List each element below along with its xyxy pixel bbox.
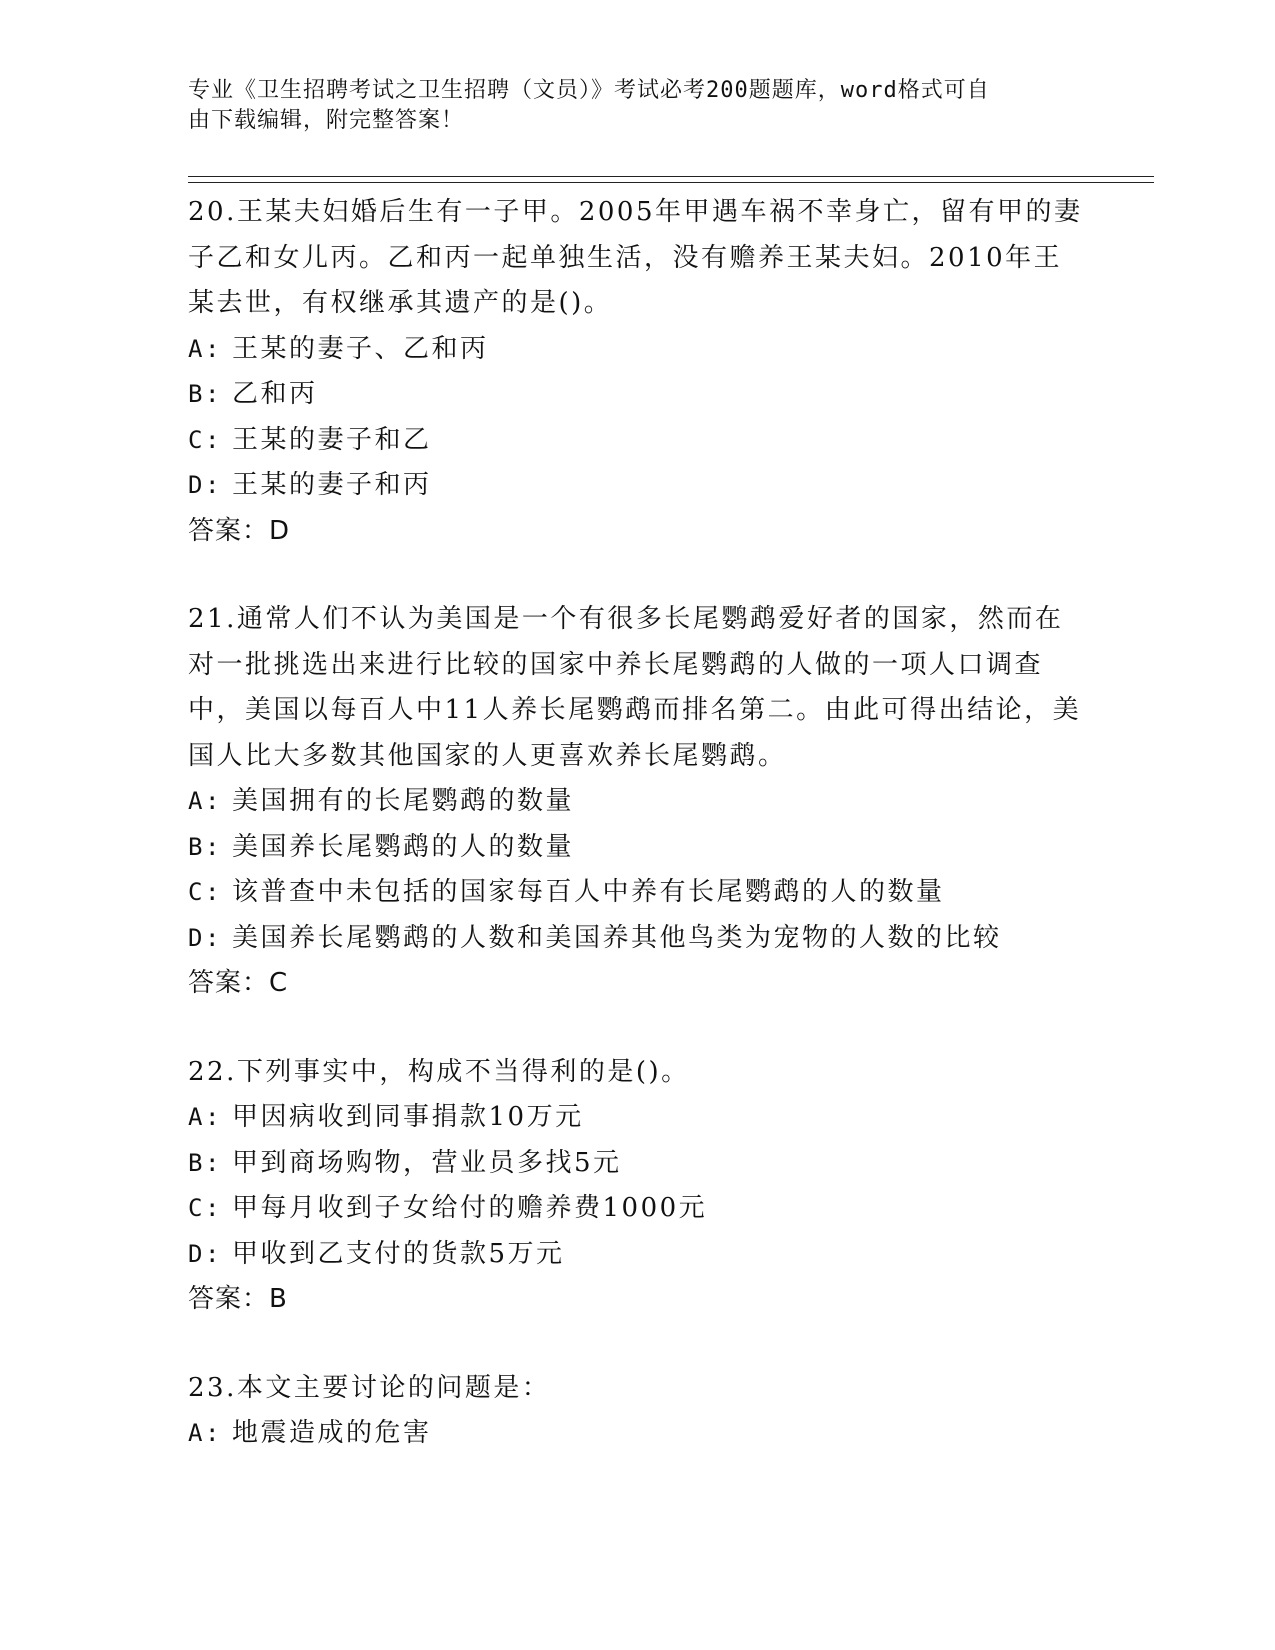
question-23 (188, 1366, 1088, 1457)
question-21 (188, 597, 1088, 1007)
option-a (188, 1095, 1088, 1141)
option-b (188, 1141, 1088, 1187)
option-c (188, 1186, 1088, 1232)
option-letter: B: (188, 380, 222, 408)
header-line-2: 由下载编辑，附完整答案！ (188, 108, 465, 133)
option-letter: C: (188, 425, 222, 454)
option-text: 美国拥有的长尾鹦鹉的数量 (232, 786, 575, 816)
option-letter: D: (188, 923, 222, 952)
option-letter: C: (188, 1194, 222, 1222)
option-letter: A: (188, 1419, 222, 1447)
option-d (188, 916, 1088, 962)
option-text: 甲因病收到同事捐款10万元 (232, 1102, 584, 1132)
question-text: 22.下列事实中，构成不当得利的是()。 (188, 1056, 690, 1087)
option-a (188, 327, 1088, 373)
option-text: 该普查中未包括的国家每百人中养有长尾鹦鹉的人的数量 (232, 877, 945, 907)
question-text: 21.通常人们不认为美国是一个有很多长尾鹦鹉爱好者的国家，然而在对一批挑选出来进行比较的国家中养长尾鹦鹉的人做的一项人口调查中，美国以每百人中11人养长尾鹦鹉而排名第二。由此可得出结论，美国人比大多数其他国家的人更喜欢养长尾鹦鹉。 (188, 604, 1082, 771)
option-text: 王某的妻子和丙 (232, 470, 432, 500)
answer-line: 答案：B (188, 1284, 288, 1314)
question-text: 23.本文主要讨论的问题是： (188, 1372, 551, 1403)
option-letter: A: (188, 334, 222, 363)
answer-line: 答案：D (188, 515, 291, 546)
option-letter: D: (188, 471, 222, 499)
option-text: 王某的妻子、乙和丙 (232, 333, 489, 364)
option-b (188, 825, 1088, 871)
option-a (188, 779, 1088, 825)
option-text: 甲收到乙支付的货款5万元 (232, 1238, 565, 1269)
option-text: 美国养长尾鹦鹉的人数和美国养其他鸟类为宠物的人数的比较 (232, 922, 1002, 953)
question-20 (188, 190, 1088, 554)
option-text: 美国养长尾鹦鹉的人的数量 (232, 831, 575, 862)
option-letter: A: (188, 787, 222, 815)
option-letter: C: (188, 878, 222, 906)
option-d (188, 463, 1088, 509)
option-c (188, 870, 1088, 916)
option-a (188, 1411, 1088, 1457)
option-text: 甲每月收到子女给付的赡养费1000元 (232, 1193, 708, 1223)
document-header (188, 76, 1068, 136)
option-text: 乙和丙 (232, 379, 318, 409)
question-text: 20.王某夫妇婚后生有一子甲。2005年甲遇车祸不幸身亡，留有甲的妻子乙和女儿丙。乙和丙一起单独生活，没有赡养王某夫妇。2010年王某去世，有权继承其遗产的是()。 (188, 197, 1083, 318)
option-c (188, 418, 1088, 464)
option-d (188, 1232, 1088, 1278)
question-22 (188, 1050, 1088, 1323)
option-letter: B: (188, 1148, 222, 1177)
option-b (188, 372, 1088, 418)
option-letter: A: (188, 1103, 222, 1131)
header-divider-top (188, 176, 1154, 177)
header-line-1: 专业《卫生招聘考试之卫生招聘（文员）》考试必考200题题库，word格式可自 (188, 78, 990, 103)
question-list (188, 190, 1088, 1500)
option-text: 地震造成的危害 (232, 1418, 432, 1448)
header-divider-bottom (188, 182, 1154, 183)
answer-line: 答案：C (188, 968, 289, 998)
option-text: 甲到商场购物，营业员多找5元 (232, 1147, 622, 1178)
option-text: 王某的妻子和乙 (232, 424, 432, 455)
option-letter: B: (188, 832, 222, 861)
option-letter: D: (188, 1239, 222, 1268)
